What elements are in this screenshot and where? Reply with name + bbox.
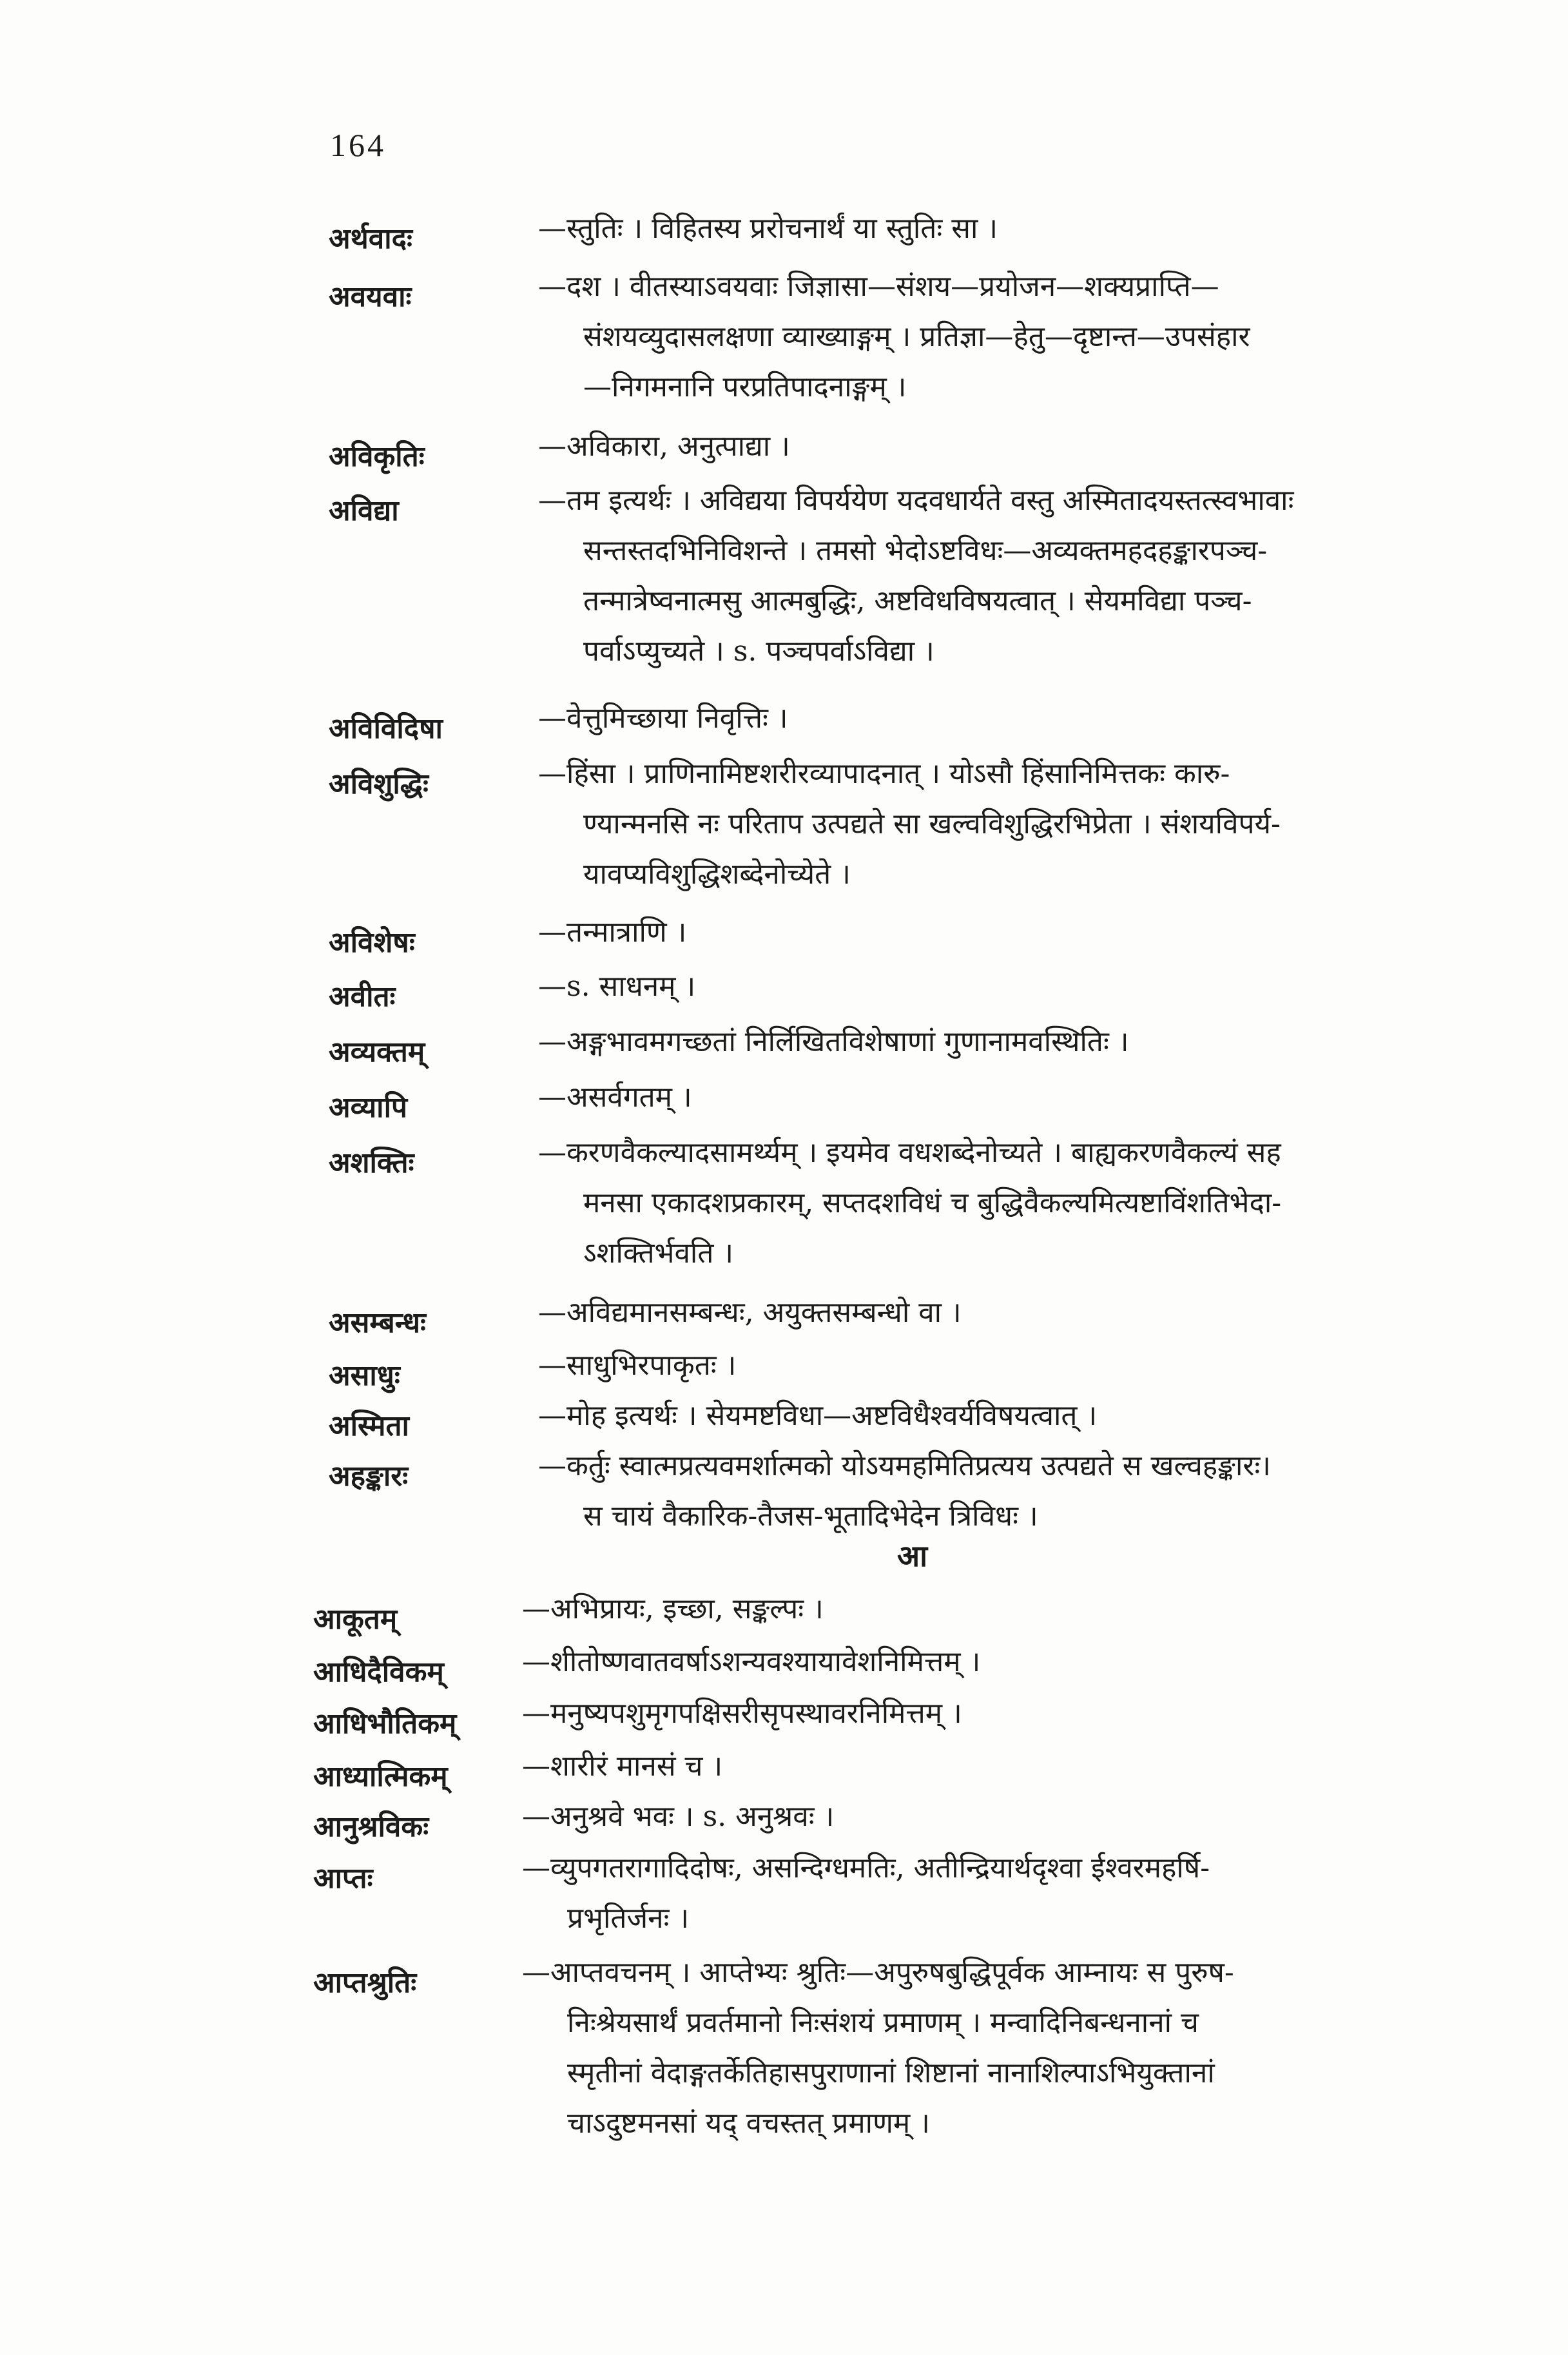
definition-line: —अभिप्रायः, इच्छा, सङ्कल्पः । <box>522 1593 824 1625</box>
entry-term: अर्थवादः <box>329 222 412 255</box>
definition-line: —वेत्तुमिच्छाया निवृत्तिः । <box>538 702 788 735</box>
entry-definition <box>522 1689 1489 1739</box>
entry-term: आधिभौतिकम् <box>313 1707 457 1740</box>
entry-term: अव्यक्तम् <box>329 1036 425 1069</box>
entry-term: अविकृतिः <box>329 440 425 473</box>
entry-term: अविविदिषा <box>329 712 443 745</box>
definition-line: —असर्वगतम् । <box>538 1081 692 1114</box>
definition-line: —स्तुतिः । विहितस्य प्ररोचनार्थं या स्तुतिः सा । <box>538 212 998 245</box>
entry-definition <box>522 1948 1489 2149</box>
definition-line: —अङ्गभावमगच्छतां निर्लिखितविशेषाणां गुणानामवस्थितिः । <box>538 1025 1129 1058</box>
definition-line: यावप्यविशुद्धिशब्देनोच्येते । <box>583 858 851 891</box>
page-number: 164 <box>330 127 386 163</box>
entry-term: आप्तश्रुतिः <box>313 1966 417 1999</box>
definition-line: —दश । वीतस्याऽवयवाः जिज्ञासा—संशय—प्रयोजन—शक्यप्राप्ति— <box>538 270 1219 303</box>
entry-term: अविशेषः <box>329 926 415 959</box>
entry-definition <box>538 693 1505 744</box>
definition-line: —मोह इत्यर्थः । सेयमष्टविधा—अष्टविधैश्वर्यविषयत्वात् । <box>538 1399 1098 1432</box>
entry-definition <box>538 422 1505 472</box>
definition-line: निःश्रेयसार्थं प्रवर्तमानो निःसंशयं प्रमाणम् । मन्वादिनिबन्धनानां च <box>567 2006 1199 2039</box>
entry-term: असम्बन्धः <box>329 1306 426 1339</box>
entry-definition <box>538 476 1505 677</box>
definition-line: —अविद्यमानसम्बन्धः, अयुक्तसम्बन्धो वा । <box>538 1296 962 1329</box>
definition-line: —s. साधनम् । <box>538 970 696 1003</box>
entry-term: अशक्तिः <box>329 1147 414 1179</box>
entry-term: अवयवाः <box>329 280 412 313</box>
entry-term: आध्यात्मिकम् <box>313 1760 448 1793</box>
entry-term: अव्यापि <box>329 1091 407 1124</box>
definition-line: —अविकारा, अनुत्पाद्या । <box>538 430 790 463</box>
definition-line: —मनुष्यपशुमृगपक्षिसरीसृपस्थावरनिमित्तम् । <box>522 1697 962 1730</box>
definition-line: मनसा एकादशप्रकारम्, सप्तदशविधं च बुद्धिवैकल्यमित्यष्टाविंशतिभेदा- <box>583 1187 1282 1219</box>
definition-line: —कर्तुः स्वात्मप्रत्यवमर्शात्मको योऽयमहमितिप्रत्यय उत्पद्यते स खल्वहङ्कारः। <box>538 1449 1271 1482</box>
definition-line: स्मृतीनां वेदाङ्गतर्केतिहासपुराणानां शिष्टानां नानाशिल्पाऽभियुक्तानां <box>567 2057 1215 2089</box>
definition-line: —व्युपगतरागादिदोषः, असन्दिग्धमतिः, अतीन्द्रियार्थदृश्वा ईश्वरमहर्षि- <box>522 1852 1210 1885</box>
entry-definition <box>538 1391 1505 1441</box>
entry-term: अस्मिता <box>329 1410 409 1442</box>
entry-definition <box>538 1341 1505 1391</box>
definition-line: —शीतोष्णवातवर्षाऽशन्यवश्यायावेशनिमित्तम् । <box>522 1645 981 1678</box>
definition-line: चाऽदुष्टमनसां यद् वचस्तत् प्रमाणम् । <box>567 2107 930 2140</box>
entry-term: अविशुद्धिः <box>329 768 429 800</box>
entry-definition <box>538 204 1505 254</box>
entry-definition <box>538 1441 1505 1542</box>
definition-line: प्रभृतिर्जनः । <box>567 1902 690 1935</box>
definition-line: संशयव्युदासलक्षणा व्याख्याङ्गम् । प्रतिज्ञा—हेतु—दृष्टान्त—उपसंहार <box>583 320 1250 353</box>
definition-line: —अनुश्रवे भवः । s. अनुश्रवः । <box>522 1800 835 1833</box>
definition-line: —तम इत्यर्थः । अविद्यया विपर्ययेण यदवधार्यते वस्तु अस्मितादयस्तत्स्वभावाः <box>538 484 1294 517</box>
entry-term: अविद्या <box>329 494 399 527</box>
entry-term: अवीतः <box>329 980 396 1013</box>
definition-line: —करणवैकल्यादसामर्थ्यम् । इयमेव वधशब्देनोच्यते । बाह्यकरणवैकल्यं सह <box>538 1136 1281 1169</box>
definition-line: —निगमनानि परप्रतिपादनाङ्गम् । <box>583 371 907 403</box>
entry-term: आप्तः <box>313 1862 373 1895</box>
definition-line: —तन्मात्राणि । <box>538 916 687 949</box>
entry-definition <box>538 262 1505 412</box>
definition-line: सन्तस्तदभिनिविशन्ते । तमसो भेदोऽष्टविधः—अव्यक्तमहदहङ्कारपञ्च- <box>583 534 1268 567</box>
entry-definition <box>522 1843 1489 1944</box>
section-heading: आ <box>897 1538 928 1573</box>
entry-definition <box>522 1637 1489 1687</box>
entry-definition <box>538 749 1505 900</box>
definition-line: पर्वाऽप्युच्यते । s. पञ्चपर्वाऽविद्या । <box>583 635 934 668</box>
entry-definition <box>538 1288 1505 1338</box>
definition-line: —हिंसा । प्राणिनामिष्टशरीरव्यापादनात् । योऽसौ हिंसानिमित्तकः कारु- <box>538 757 1230 790</box>
definition-line: —शारीरं मानसं च । <box>522 1750 723 1783</box>
entry-term: आकूतम् <box>313 1603 398 1636</box>
definition-line: ण्यान्मनसि नः परिताप उत्पद्यते सा खल्वविशुद्धिरभिप्रेता । संशयविपर्य- <box>583 808 1281 840</box>
entry-definition <box>522 1584 1489 1634</box>
definition-line: ऽशक्तिर्भवति । <box>583 1237 734 1270</box>
entry-definition <box>538 1072 1505 1123</box>
entry-definition <box>538 1017 1505 1067</box>
entry-definition <box>538 962 1505 1012</box>
entry-term: अहङ्कारः <box>329 1460 409 1493</box>
definition-line: तन्मात्रेष्वनात्मसु आत्मबुद्धिः, अष्टविधविषयत्वात् । सेयमविद्या पञ्च- <box>583 585 1252 617</box>
definition-line: —आप्तवचनम् । आप्तेभ्यः श्रुतिः—अपुरुषबुद्धिपूर्वक आम्नायः स पुरुष- <box>522 1956 1234 1989</box>
entry-term: आनुश्रविकः <box>313 1810 429 1843</box>
entry-definition <box>522 1741 1489 1792</box>
entry-term: असाधुः <box>329 1359 400 1392</box>
definition-line: —साधुभिरपाकृतः । <box>538 1349 737 1382</box>
definition-line: स चायं वैकारिक-तैजस-भूतादिभेदेन त्रिविधः । <box>583 1500 1038 1533</box>
entry-definition <box>538 1128 1505 1279</box>
entry-term: आधिदैविकम् <box>313 1656 444 1689</box>
entry-definition <box>522 1792 1489 1842</box>
entry-definition <box>538 907 1505 958</box>
